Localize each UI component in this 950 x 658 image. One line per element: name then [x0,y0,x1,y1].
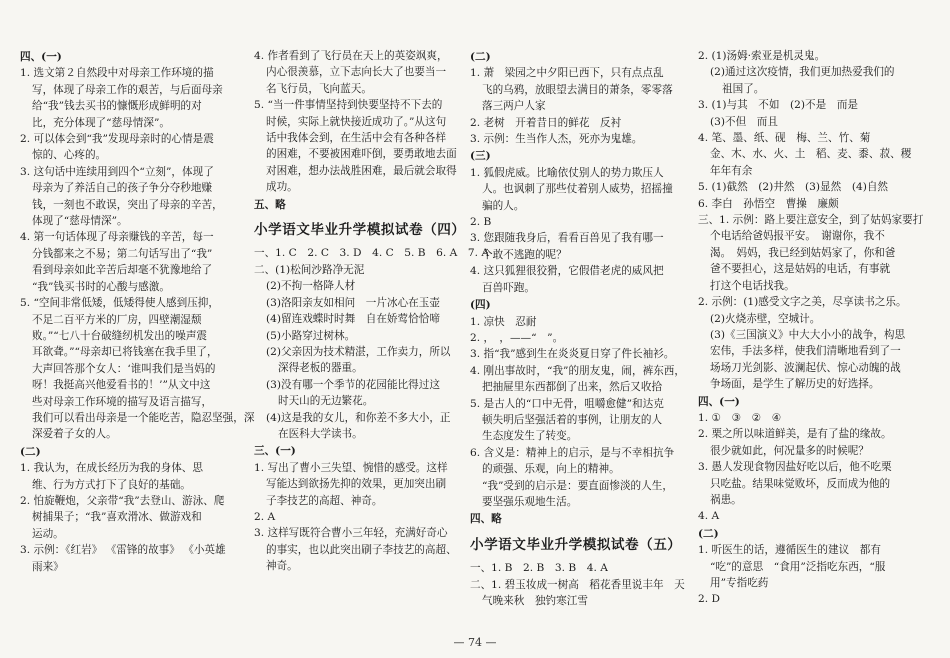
answer-line: 3. 这句话中连续用到四个“立刻”，体现了 [20,165,214,178]
answer-line: (4)这是我的女儿，和你差不多大小，正 [266,411,451,424]
section-heading: (二) [20,445,41,458]
answer-line: 的顽强、乐观，向上的精神。 [482,463,620,476]
answer-line: 不足二百平方米的厂房，四壁潮湿颓 [32,313,202,326]
answer-line: 深爱着子女的人。 [32,428,117,441]
answer-line: 2. ， ，——“ ”。 [470,331,564,344]
answer-line: 二、(1)松间沙路净无泥 [254,263,365,276]
answer-line: 1. 写出了曹小三失望、惋惜的感受。这样 [254,461,448,474]
answer-line: 名飞行员，飞向蓝天。 [266,82,372,95]
answer-line: 写能达到欲扬先抑的效果，更加突出刷 [266,478,447,491]
answer-line: 5. 是古人的“口中无骨，咀嚼愈健”和达克 [470,397,664,410]
answer-line: 2. (1)汤姆·索亚是机灵鬼。 [698,50,826,62]
answer-line: 时天山的无边繁花。 [278,395,374,408]
answer-line: 2. 可以体会到“我”发现母亲时的心情是震 [20,133,214,146]
answer-line: 2. 示例：(1)感受文字之美，尽享读书之乐。 [698,296,907,309]
answer-line: 5. (1)截然 (2)井然 (3)显然 (4)自然 [698,181,889,194]
answer-line: 运动。 [32,527,64,540]
section-heading: (二) [470,51,491,63]
column-3 [470,48,685,609]
page-number: — 74 — [453,636,497,649]
answer-line: 飞的乌鸦，放眼望去满目的萧条，零零落 [482,83,673,96]
answer-line: (2)不拘一格降人材 [266,280,356,293]
answer-line: 宏伟，手法多样，使我们清晰地看到了一 [710,345,901,358]
answer-line: 金、木、水、火、土 稻、麦、黍、菽、稷 [710,148,912,161]
answer-line: (2)通过这次疫情，我们更加热爱我们的 [710,66,895,79]
answer-line: 把抽屉里东西都倒了出来，然后又收拾 [482,381,663,394]
answer-line: 神奇。 [266,560,298,573]
answer-line: 子李技艺的高超、神奇。 [266,494,383,507]
answer-line: (3)洛阳亲友如相问 一片冰心在玉壶 [266,296,440,309]
section-heading: 五、略 [254,198,286,211]
answer-line: 对困难，想办法战胜困难，最后就会取得 [266,164,457,177]
answer-line: 的困难，不要被困难吓倒，要勇敢地去面 [266,148,457,161]
answer-line: 祖国了。 [722,82,765,95]
section-heading: (二) [698,527,719,540]
answer-line: 落三两户人家 [482,100,546,113]
section-heading: 三、(一) [254,445,296,458]
answer-line: (2)父亲因为技术精湛，工作卖力，所以 [266,345,451,358]
answer-line: 1. 我认为，在成长经历为我的身体、思 [20,462,203,475]
answer-line: 惊的、心疼的。 [32,149,107,162]
answer-line: 些对母亲工作环境的描写及语言描写， [32,395,213,408]
answer-line: 1. 选文第２自然段中对母亲工作环境的描 [20,67,214,80]
answer-line: 一、1. C 2. C 3. D 4. C 5. B 6. A 7. A [254,247,489,260]
answer-line: 1. 狐假虎威。比喻依仗别人的势力欺压人 [470,166,664,179]
answer-line: 树捕果子；“我”喜欢滑冰、做游戏和 [32,511,202,524]
answer-line: 母亲为了养活自己的孩子争分夺秒地赚 [32,182,213,195]
answer-line: 顿失明后坚强活着的事例，让朋友的人 [482,413,663,426]
answer-line: 2. B [470,216,492,229]
section-heading: (四) [470,299,491,312]
answer-line: 2. 栗之所以味道鲜美，是有了盐的缘故。 [698,428,892,441]
answer-line: 个敢不逃跑的呢？ [482,248,567,261]
answer-line: 5. “当一件事情坚持到快要坚持不下去的 [254,99,443,112]
answer-line: 在医科大学读书。 [278,427,363,440]
answer-line: “吃”的意思 “食用”泛指吃东西，“服 [710,560,886,573]
answer-line: 3. 示例：《红岩》 《雷锋的故事》 《小英雄 [20,544,226,557]
answer-line: (3)《三国演义》中大大小小的战争，构思 [710,328,906,341]
answer-line: 1. 萧 梁园之中夕阳已西下，只有点点乱 [470,67,664,80]
answer-line: 3. 指“我”感到生在炎炎夏日穿了件长袖衫。 [470,348,675,361]
answer-line: (4)留连戏蝶时时舞 自在娇莺恰恰啼 [266,313,440,326]
answer-line: 钱，一刻也不敢误，突出了母亲的辛苦， [32,198,223,211]
answer-line: 2. A [254,510,276,523]
answer-line: 争场面，是学生了解历史的好选择。 [710,378,880,391]
answer-line: 内心很羡慕，立下志向长大了也要当一 [266,66,447,79]
column-1 [20,48,255,575]
answer-line: 写，体现了母亲工作的艰苦，与后面母亲 [32,83,223,96]
section-heading: 四、略 [470,513,502,526]
answer-line: 6. 李白 孙悟空 曹操 廉颇 [698,197,839,210]
answer-line: 3. 愚人发现食物因盐好吃以后，他不吃栗 [698,461,892,474]
answer-line: 我们可以看出母亲是一个能吃苦，隐忍坚强，深 [32,411,255,424]
answer-line: (3)不但 而且 [710,115,778,128]
answer-line: 渴。 妈妈，我已经到姑妈家了，你和爸 [710,246,896,259]
answer-line: 1. ① ③ ② ④ [698,411,782,424]
answer-line: 二、1. 碧玉妆成一树高 稻花香里说丰年 天 [470,578,685,591]
section-title: 小学语文毕业升学模拟试卷（四） [254,222,466,239]
answer-line: 败。”“七八十台破缝纫机发出的噪声震 [32,329,208,342]
answer-line: 个电话给爸妈报平安。 谢谢你，我不 [710,230,885,243]
section-title: 小学语文毕业升学模拟试卷（五） [470,536,682,553]
answer-line: 4. 笔、墨、纸、砚 梅、兰、竹、菊 [698,132,871,145]
answer-line: 雨来》 [32,560,64,573]
answer-line: 6. 含义是：精神上的启示，是与不幸相抗争 [470,446,675,459]
answer-line: 5. “空间非常低矮，低矮得使人感到压抑， [20,297,219,310]
answer-line: 话中我体会到，在生活中会有各种各样 [266,132,447,145]
answer-line: 4. 作者看到了飞行员在天上的英姿飒爽， [254,50,448,62]
answer-line: (2)火烧赤壁，空城计。 [710,312,821,325]
answer-line: 3. (1)与其 不如 (2)不是 而是 [698,99,859,112]
answer-line: 成功。 [266,181,298,194]
answer-line: 2. D [698,593,720,606]
answer-line: 3. 这样写既符合曹小三年轻，充满好奇心 [254,527,448,540]
answer-line: 给“我”钱去买书的慷慨形成鲜明的对 [32,100,202,113]
answer-line: 2. 怕旋鞭炮，父亲带“我”去登山、游泳、爬 [20,494,225,507]
answer-line: 2. 老树 开着昔日的鲜花 反衬 [470,116,622,129]
section-heading: (三) [470,150,491,163]
answer-line: 4. 第一句话体现了母亲赚钱的辛苦，每一 [20,231,214,244]
answer-line: 4. 刚出事故时，“我”的朋友鬼，闹，裤东西， [470,364,685,377]
section-heading: 四、(一) [698,395,740,408]
column-4 [698,48,924,608]
answer-line: “我”钱买书时的心酸与感激。 [32,280,170,293]
answer-line: 人。也讽刺了那些仗着别人威势，招摇撞 [482,183,673,196]
answer-line: 只吃盐。结果味觉败坏，反而成为他的 [710,477,891,490]
answer-line: 的事实，也以此突出刷子李技艺的高超、 [266,543,457,556]
answer-line: 分钱都来之不易；第二句话写出了“我” [32,247,213,260]
answer-line: 3. 您跟随我身后，看看百兽见了我有哪一 [470,232,664,245]
answer-line: 4. 这只狐狸很狡猾，它假借老虎的威风把 [470,265,664,278]
answer-line: 三、1. 示例：路上要注意安全，到了姑妈家要打 [698,214,924,227]
answer-line: 3. 示例：生当作人杰，死亦为鬼雄。 [470,133,643,146]
answer-line: “我”受到的启示是：要直面惨淡的人生， [482,479,673,492]
answer-line: 要坚强乐观地生活。 [482,495,578,508]
answer-line: 深得老板的器重。 [278,362,363,375]
answer-line: (5)小路穿过树林。 [266,329,356,342]
answer-line: 爸不要担心，这是姑妈的电话，有事就 [710,263,891,276]
answer-line: 大声回答那个女人：‘谁叫我们是当妈的 [32,362,216,375]
answer-line: 看到母亲如此辛苦后却毫不犹豫地给了 [32,264,213,277]
answer-line: 一、1. B 2. B 3. B 4. A [470,562,608,575]
answer-line: 体现了“慈母情深”。 [32,215,128,228]
answer-line: (3)没有哪一个季节的花园能比得过这 [266,378,440,391]
answer-line: 比，充分体现了“慈母情深”。 [32,116,170,129]
answer-line: 1. 听医生的话，遵循医生的建议 都有 [698,544,881,557]
answer-line: 百兽吓跑。 [482,281,535,294]
answer-line: 气晚来秋 独钓寒江雪 [482,595,588,607]
answer-line: 年年有余 [710,164,753,177]
answer-line: 时候，实际上就快接近成功了。”从这句 [266,115,447,128]
answer-line: 祸患。 [710,493,742,506]
answer-line: 耳欲聋。”“母亲却已将钱塞在我手里了， [32,346,218,359]
answer-line: 很少就如此，何况量多的时候呢？ [710,444,869,457]
answer-line: 生态度发生了转变。 [482,430,578,443]
answer-line: 4. A [698,510,720,523]
answer-line: 呀！我挺高兴他爱看书的！’”从文中这 [32,379,211,392]
section-heading: 四、(一) [20,51,62,63]
answer-line: 场场刀光剑影、波澜起伏、惊心动魄的战 [710,361,901,374]
answer-line: 打这个电话找我。 [710,279,795,292]
answer-line: 1. 凉快 忍耐 [470,315,537,328]
answer-line: 维、行为方式打下了良好的基础。 [32,478,191,491]
answer-line: 用”专指吃药 [710,577,769,589]
answer-line: 骗的人。 [482,199,525,212]
